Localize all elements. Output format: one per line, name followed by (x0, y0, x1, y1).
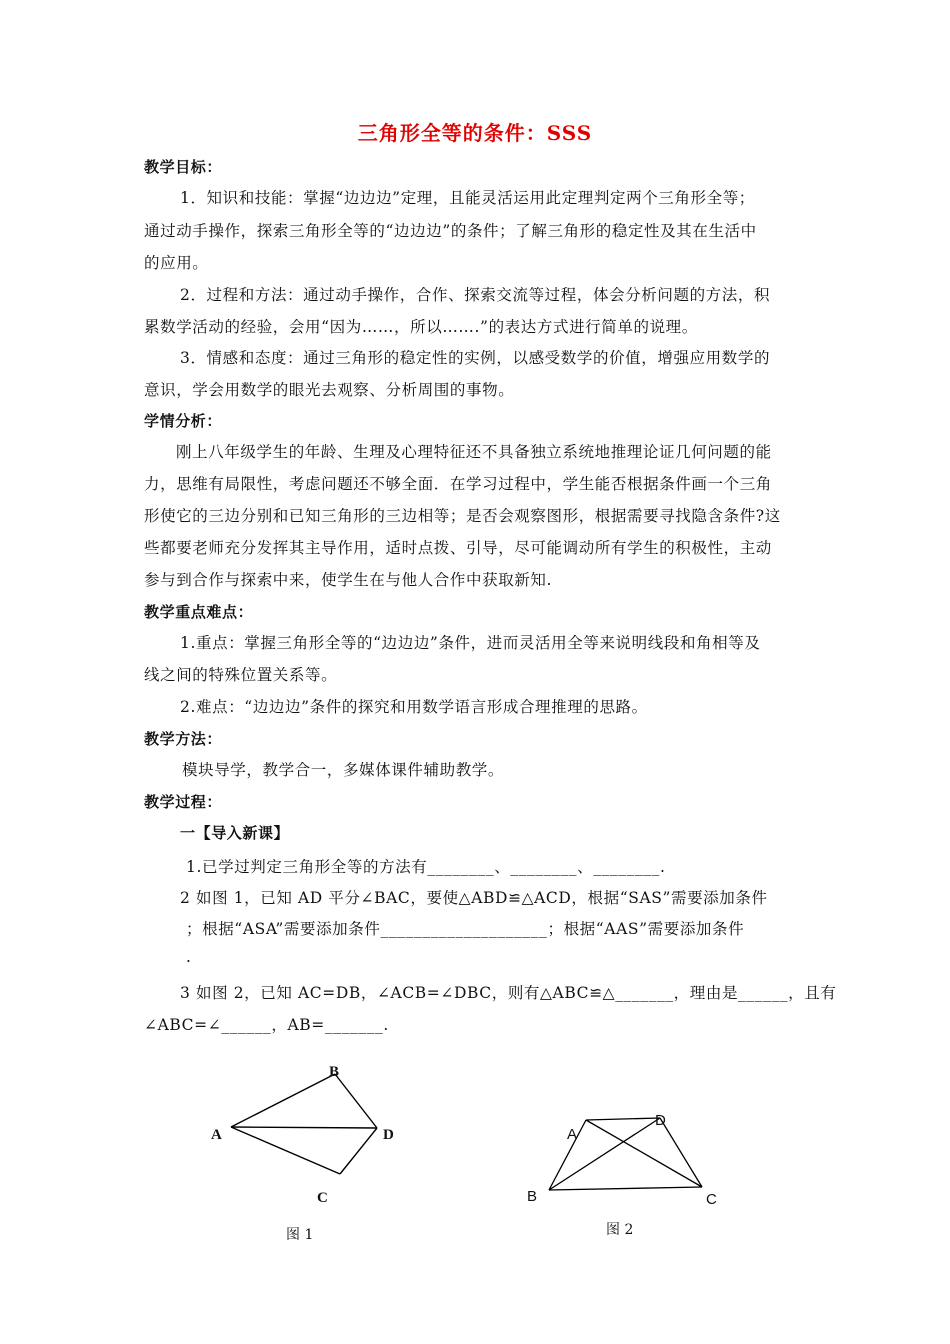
objectives-line: 的应用。 (144, 254, 209, 272)
fig2-label-c: C (706, 1191, 717, 1208)
process-line: ；根据“ASA”需要添加条件____________________；根据“AAS”需要添加条件 (186, 920, 745, 938)
fig1-label-c: C (317, 1190, 328, 1206)
fig2-segment-dc (660, 1118, 702, 1187)
figure-2-caption: 图 2 (606, 1222, 634, 1238)
section-heading-key-points: 教学重点难点： (144, 603, 254, 621)
process-subheading: 一【导入新课】 (180, 824, 290, 842)
process-line: 2 如图 1，已知 AD 平分∠BAC，要使△ABD≌△ACD，根据“SAS”需要添加条件 (180, 889, 768, 907)
fig1-label-a: A (211, 1127, 222, 1143)
fig2-segment-bc (549, 1187, 702, 1190)
objectives-line: 3．情感和态度：通过三角形的稳定性的实例，以感受数学的价值，增强应用数学的 (180, 349, 771, 367)
objectives-line: 2．过程和方法：通过动手操作，合作、探索交流等过程，体会分析问题的方法，积 (180, 286, 771, 304)
process-line: ∠ABC=∠______，AB=_______. (144, 1016, 389, 1034)
analysis-line: 形使它的三边分别和已知三角形的三边相等；是否会观察图形，根据需要寻找隐含条件?这 (144, 507, 781, 525)
objectives-line: 累数学活动的经验，会用“因为……，所以…….”的表达方式进行简单的说理。 (144, 318, 698, 336)
fig2-segment-ad (586, 1118, 660, 1120)
section-heading-process: 教学过程： (144, 793, 223, 811)
key-points-line: 2.难点：“边边边”条件的探究和用数学语言形成合理推理的思路。 (180, 698, 648, 716)
fig1-label-b: B (329, 1064, 340, 1080)
key-points-line: 1.重点：掌握三角形全等的“边边边”条件，进而灵活用全等来说明线段和角相等及 (180, 634, 761, 652)
fig2-label-b: B (527, 1188, 538, 1205)
key-points-line: 线之间的特殊位置关系等。 (144, 666, 338, 684)
analysis-line: 些都要老师充分发挥其主导作用，适时点拨、引导，尽可能调动所有学生的积极性，主动 (144, 539, 772, 557)
methods-line: 模块导学，教学合一，多媒体课件辅助教学。 (182, 761, 505, 779)
fig2-segment-bd (549, 1118, 660, 1190)
figure-1-caption: 图 1 (286, 1227, 314, 1243)
analysis-line: 力，思维有局限性，考虑问题还不够全面．在学习过程中，学生能否根据条件画一个三角 (144, 475, 772, 493)
fig2-segment-ac (586, 1120, 702, 1187)
section-heading-analysis: 学情分析： (144, 412, 223, 430)
objectives-line: 通过动手操作，探索三角形全等的“边边边”的条件；了解三角形的稳定性及其在生活中 (144, 222, 757, 240)
section-heading-methods: 教学方法： (144, 730, 223, 748)
objectives-line: 意识，学会用数学的眼光去观察、分析周围的事物。 (144, 381, 515, 399)
fig1-label-d: D (383, 1127, 394, 1143)
fig2-label-d: D (655, 1112, 666, 1129)
analysis-line: 参与到合作与探索中来，使学生在与他人合作中获取新知. (144, 571, 553, 589)
process-line: 3 如图 2，已知 AC=DB，∠ACB=∠DBC，则有△ABC≌△_______，理由是______，且有 (180, 984, 837, 1002)
process-line: . (186, 948, 192, 966)
process-line: 1.已学过判定三角形全等的方法有________、________、________. (186, 858, 666, 876)
analysis-line: 刚上八年级学生的年龄、生理及心理特征还不具备独立系统地推理论证几何问题的能 (176, 443, 772, 461)
page-title: 三角形全等的条件：SSS (357, 121, 593, 145)
objectives-line: 1．知识和技能：掌握“边边边”定理，且能灵活运用此定理判定两个三角形全等； (180, 189, 755, 207)
fig2-label-a: A (567, 1126, 578, 1143)
section-heading-objectives: 教学目标： (144, 158, 223, 176)
